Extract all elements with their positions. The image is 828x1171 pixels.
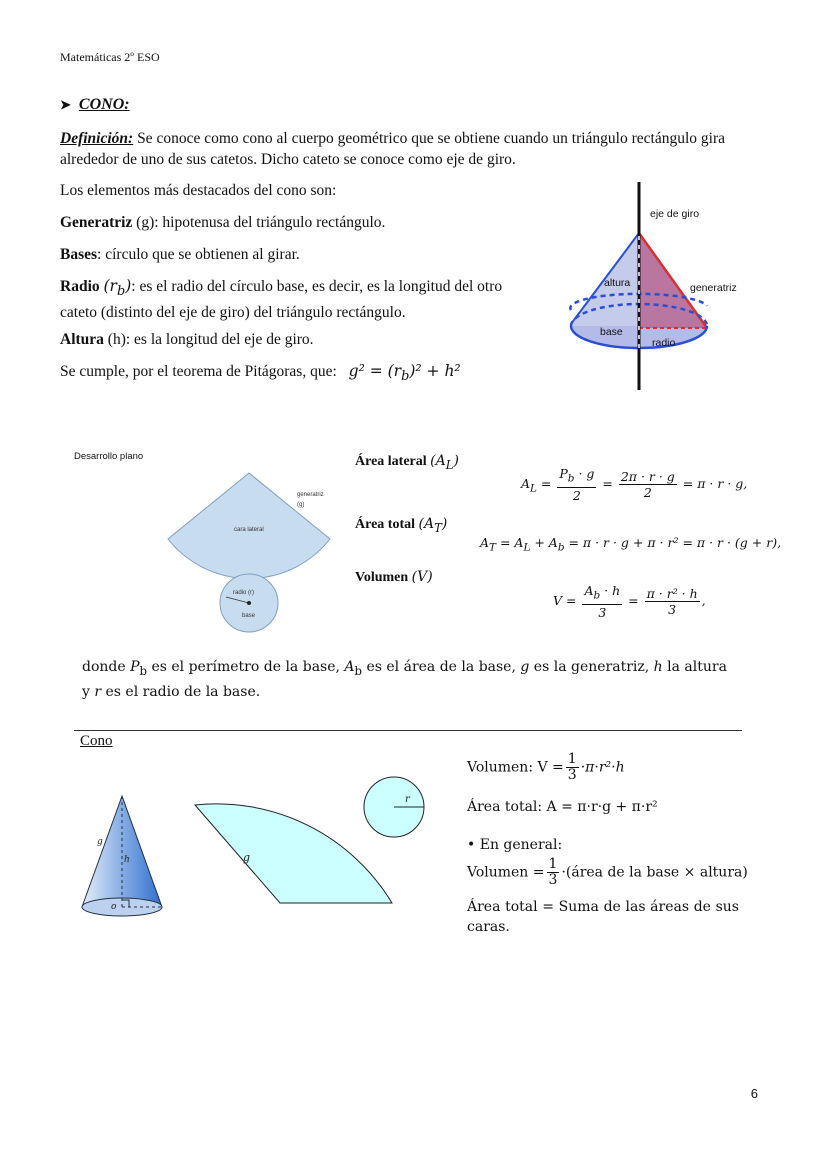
cono-vol-label: Volumen: V = bbox=[467, 759, 564, 776]
heading-total-area bbox=[355, 516, 447, 535]
element-bases bbox=[60, 244, 300, 265]
volume-label: Volumen bbox=[355, 570, 409, 585]
cone-diagram bbox=[560, 178, 760, 393]
note-paragraph bbox=[82, 657, 742, 703]
note-p1: donde bbox=[82, 659, 131, 675]
cone-3d-o: o bbox=[111, 902, 117, 912]
cono-bullet-text: En general: bbox=[479, 837, 563, 853]
cono-volume-general bbox=[467, 857, 748, 888]
radio-close: ) bbox=[125, 277, 132, 295]
definition bbox=[60, 128, 770, 170]
pyth-sub: b bbox=[401, 369, 410, 385]
fl-frac1-num bbox=[557, 466, 596, 488]
net-g-label: (g) bbox=[297, 502, 305, 508]
element-altura bbox=[60, 329, 314, 350]
net-diagram bbox=[160, 465, 345, 640]
cono-area: Área total: A = π·r·g + π·r² bbox=[467, 799, 658, 815]
fl-lhs-sub: L bbox=[530, 482, 537, 495]
cone-net-g: g bbox=[243, 851, 251, 864]
label-axis: eje de giro bbox=[650, 208, 700, 220]
fv-frac2 bbox=[645, 586, 700, 617]
fl-rhs: = π · r · g, bbox=[682, 475, 748, 491]
fl-num-p: P bbox=[559, 466, 568, 481]
text-radio: : es el radio del círculo base, es decir, es la longitud del otro cateto (distinto del eje de giro) del triángulo rectángulo. bbox=[60, 278, 503, 322]
section-title bbox=[60, 96, 130, 114]
cono-vgen-den: 3 bbox=[548, 872, 558, 888]
fl-frac2-num: 2π · r · g bbox=[620, 468, 675, 484]
fv-frac1-den: 3 bbox=[598, 604, 607, 620]
volume-sym: (V) bbox=[411, 569, 433, 585]
fv-frac1-num bbox=[582, 583, 622, 605]
label-height: altura bbox=[604, 277, 631, 289]
pyth-part2: )² + h² bbox=[409, 362, 461, 380]
cono-vgen-rest: ·(área de la base × altura) bbox=[561, 864, 748, 881]
fv-num-sub: b bbox=[593, 589, 601, 602]
cone-net-r: r bbox=[405, 794, 410, 805]
note-h: h bbox=[653, 659, 663, 675]
term-radio: Radio bbox=[60, 278, 100, 295]
fl-num-rest: · g bbox=[574, 466, 595, 481]
fv-frac1 bbox=[582, 583, 622, 620]
cone-3d-illustration bbox=[78, 792, 168, 922]
cono-subtitle: Cono bbox=[80, 733, 113, 749]
cone-net-sector bbox=[195, 804, 392, 903]
radio-symbol bbox=[103, 277, 132, 300]
radio-sub: b bbox=[116, 284, 126, 300]
intro-text: Los elementos más destacados del cono son: bbox=[60, 182, 337, 199]
cono-vol-rest: ·π·r²·h bbox=[580, 759, 625, 776]
note-g: g bbox=[520, 659, 530, 675]
definition-text: Se conoce como cono al cuerpo geométrico que se obtiene cuando un triángulo rectángulo gira alrededor de uno de sus catetos. Dicho cateto se conoce como eje de giro. bbox=[60, 130, 725, 168]
label-base: base bbox=[600, 326, 623, 338]
definition-label: Definición: bbox=[60, 130, 134, 147]
formula-lateral: $A_L$ = $\frac{P_b \cdot g}{2}$ = $\frac{2\pi \cdot r \cdot g}{2}$ = π · r · g, bbox=[521, 466, 748, 503]
cono-vgen-num: 1 bbox=[548, 856, 558, 872]
fl-lhs-a: A bbox=[521, 475, 531, 491]
net-radius-label: radio (r) bbox=[233, 590, 255, 596]
cono-bullet bbox=[467, 835, 562, 855]
note-Psub: b bbox=[139, 663, 147, 678]
lateral-label: Área lateral bbox=[355, 454, 427, 469]
lateral-sector bbox=[168, 473, 330, 578]
heading-volume bbox=[355, 569, 433, 586]
fv-num-rest: · h bbox=[600, 583, 621, 598]
horizontal-divider bbox=[74, 730, 742, 731]
bullet-dot-icon: • bbox=[467, 837, 476, 853]
term-generatriz: Generatriz bbox=[60, 214, 133, 231]
radio-sym: (r bbox=[103, 277, 117, 295]
note-A: A bbox=[344, 659, 355, 675]
pythagoras-formula bbox=[348, 362, 461, 385]
label-radius: radio bbox=[652, 337, 676, 349]
page-header: Matemáticas 2º ESO bbox=[60, 50, 160, 64]
fl-frac2-den: 2 bbox=[643, 484, 652, 500]
note-p2: es el perímetro de la base, bbox=[147, 659, 345, 675]
cone-3d-g: g bbox=[97, 837, 103, 847]
note-p4: es la generatriz, bbox=[529, 659, 654, 675]
pythagoras-text: Se cumple, por el teorema de Pitágoras, que: bbox=[60, 363, 337, 380]
ft-a: A bbox=[480, 535, 490, 550]
cone-net-illustration bbox=[190, 770, 430, 910]
ft-mid-sub: L bbox=[523, 541, 531, 554]
total-sym bbox=[418, 516, 448, 535]
total-sym-a: (A bbox=[418, 516, 435, 532]
net-center-dot bbox=[247, 601, 251, 605]
pythagoras-line bbox=[60, 361, 461, 387]
ft-rest: = π · r · g + π · r² = π · r · (g + r), bbox=[564, 535, 782, 550]
ft-a-sub: T bbox=[489, 541, 496, 554]
fl-frac2 bbox=[619, 469, 677, 500]
note-Asub: b bbox=[354, 663, 363, 678]
net-base-label: base bbox=[242, 613, 256, 619]
total-label: Área total bbox=[355, 517, 415, 532]
label-generatrix: generatriz bbox=[690, 282, 737, 294]
term-bases: Bases bbox=[60, 246, 98, 263]
text-altura: (h): es la longitud del eje de giro. bbox=[103, 331, 314, 348]
section-title-text: CONO: bbox=[78, 96, 130, 113]
fv-frac2-num: π · r² · h bbox=[646, 585, 698, 601]
fv-frac2-den: 3 bbox=[668, 601, 677, 617]
text-generatriz: (g): hipotenusa del triángulo rectángulo. bbox=[132, 214, 386, 231]
lateral-sym-sub: L bbox=[445, 457, 454, 472]
net-lateral-label: cara lateral bbox=[234, 527, 264, 533]
formula-total bbox=[480, 535, 781, 554]
cono-vgen-frac bbox=[547, 857, 560, 888]
pyth-part1: g² = (r bbox=[348, 362, 402, 380]
text-bases: : círculo que se obtienen al girar. bbox=[97, 246, 300, 263]
fl-num-sub: b bbox=[567, 472, 575, 485]
cono-vol-frac bbox=[566, 752, 579, 783]
element-radio bbox=[60, 276, 515, 323]
cono-vol-num: 1 bbox=[567, 751, 577, 767]
note-P: P bbox=[130, 659, 140, 675]
page-number: 6 bbox=[750, 1086, 758, 1101]
cono-vol-den: 3 bbox=[567, 767, 577, 783]
element-generatriz bbox=[60, 212, 385, 233]
fv-lhs: V = bbox=[553, 592, 577, 608]
fv-num-a: A bbox=[584, 583, 594, 598]
note-p3: es el área de la base, bbox=[362, 659, 521, 675]
ft-mid2-sub: b bbox=[557, 541, 565, 554]
total-sym-sub: T bbox=[434, 520, 442, 535]
total-sym-close: ) bbox=[441, 516, 448, 532]
arrow-bullet-icon: ➤ bbox=[60, 97, 71, 112]
term-altura: Altura bbox=[60, 331, 104, 348]
heading-lateral-area bbox=[355, 453, 459, 472]
cono-volume bbox=[467, 752, 625, 783]
net-generatrix-label: generatriz bbox=[297, 492, 324, 498]
cono-vgen-label: Volumen = bbox=[467, 864, 545, 881]
formula-volume: V = $\frac{A_b \cdot h}{3}$ = $\frac{\text{π · r² · h}}{3}$ , bbox=[553, 583, 706, 620]
fl-lhs bbox=[521, 475, 537, 495]
fl-frac1-den: 2 bbox=[572, 487, 581, 503]
lateral-sym bbox=[430, 453, 459, 472]
note-r: r bbox=[94, 683, 102, 700]
net-title: Desarrollo plano bbox=[74, 451, 144, 462]
fl-frac1 bbox=[557, 466, 596, 503]
cone-3d-h: h bbox=[124, 855, 130, 865]
cono-area-general: Área total = Suma de las áreas de sus caras. bbox=[467, 899, 739, 935]
note-line2b: es el radio de la base. bbox=[101, 683, 261, 700]
lateral-sym-a: (A bbox=[430, 453, 446, 469]
lateral-sym-close: ) bbox=[453, 453, 459, 469]
ft-mid: = A bbox=[495, 535, 524, 550]
note-p5: la altura bbox=[662, 659, 727, 675]
note-line2a: y bbox=[82, 683, 95, 700]
ft-mid2: + A bbox=[530, 535, 558, 550]
